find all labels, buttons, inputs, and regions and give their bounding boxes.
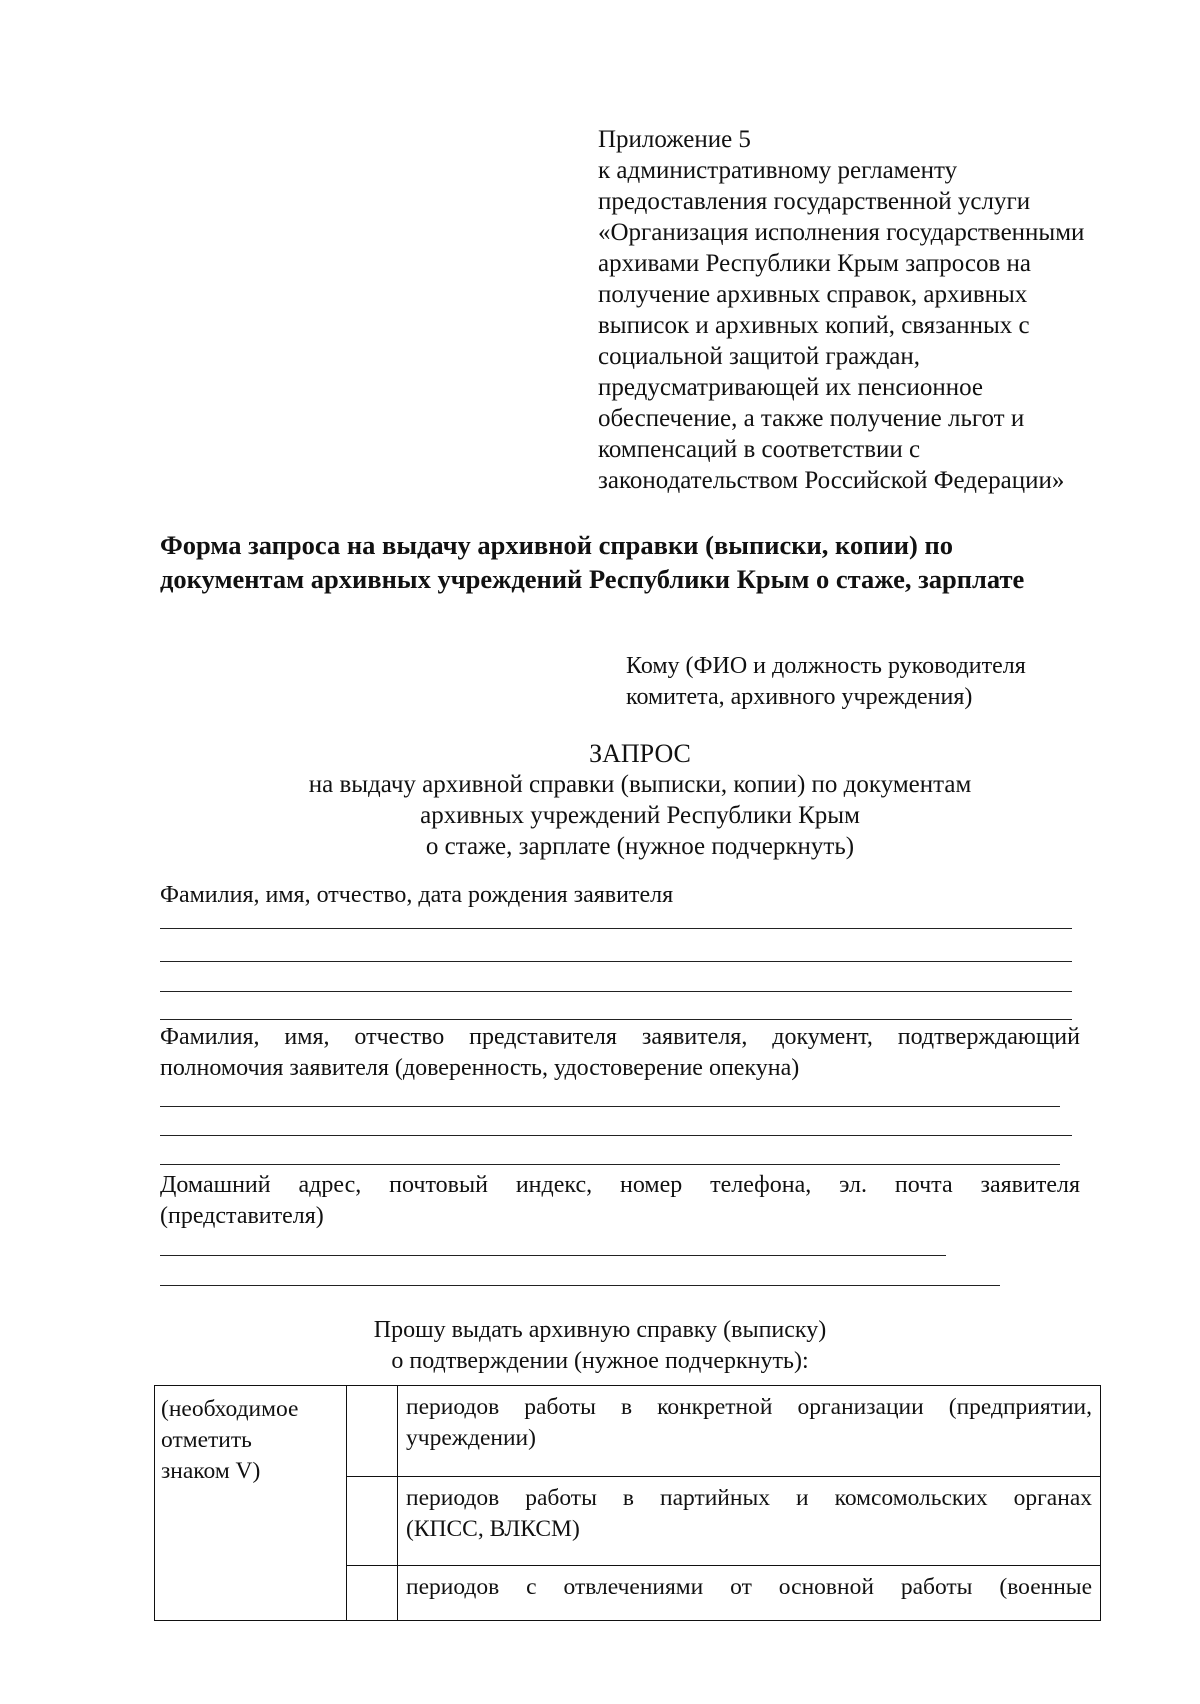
appendix-line: архивами Республики Крым запросов на <box>598 250 1031 277</box>
checkbox-cell-work-periods[interactable] <box>347 1386 398 1477</box>
note-cell <box>155 1386 347 1621</box>
applicant-input-line-3[interactable] <box>160 991 1072 992</box>
request-subtitle-line: архивных учреждений Республики Крым <box>420 802 860 829</box>
checkbox-cell-leave-periods[interactable] <box>347 1566 398 1621</box>
address-label <box>160 1170 1080 1232</box>
appendix-line: получение архивных справок, архивных <box>598 281 1028 308</box>
table-row <box>155 1386 1101 1477</box>
note-line: знаком V) <box>161 1458 261 1484</box>
request-subtitle-line: на выдачу архивной справки (выписки, копии) по документам <box>308 771 972 798</box>
form-heading <box>160 528 1120 596</box>
option-cell <box>398 1566 1101 1621</box>
appendix-line: компенсаций в соответствии с <box>598 436 921 463</box>
applicant-input-line-4[interactable] <box>160 1019 1072 1020</box>
representative-input-line-3[interactable] <box>160 1164 1060 1165</box>
appendix-line: законодательством Российской Федерации» <box>598 467 1065 494</box>
form-heading-line: документам архивных учреждений Республики Крым о стаже, зарплате <box>160 564 1025 594</box>
applicant-input-line-1[interactable] <box>160 928 1072 929</box>
request-title: ЗАПРОС <box>589 739 691 768</box>
representative-input-line-2[interactable] <box>160 1135 1072 1136</box>
address-input-line-1[interactable] <box>160 1255 946 1256</box>
appendix-line: Приложение 5 <box>598 126 751 153</box>
appendix-block <box>598 124 1158 496</box>
note-line: (необходимое <box>161 1396 299 1422</box>
option-text-line: (КПСС, ВЛКСМ) <box>406 1516 580 1542</box>
option-text-line: периодов работы в конкретной организации (предприятии, <box>406 1394 1092 1420</box>
appendix-line: «Организация исполнения государственными <box>598 219 1085 246</box>
appendix-line: социальной защитой граждан, <box>598 343 920 370</box>
to-whom-block <box>626 651 1126 713</box>
please-issue-line: Прошу выдать архивную справку (выписку) <box>373 1317 827 1343</box>
option-cell <box>398 1477 1101 1566</box>
appendix-line: предоставления государственной услуги <box>598 188 1031 215</box>
confirmation-options-table <box>154 1385 1101 1621</box>
request-subtitle-line: о стаже, зарплате (нужное подчеркнуть) <box>425 833 855 860</box>
representative-label <box>160 1022 1080 1084</box>
address-label-line: (представителя) <box>160 1203 324 1229</box>
please-issue-block <box>160 1315 1040 1377</box>
please-issue-line: о подтверждении (нужное подчеркнуть): <box>391 1348 809 1374</box>
note-line: отметить <box>161 1427 252 1453</box>
to-whom-line: Кому (ФИО и должность руководителя <box>626 653 1026 679</box>
representative-label-line: полномочия заявителя (доверенность, удостоверение опекуна) <box>160 1055 800 1081</box>
option-cell <box>398 1386 1101 1477</box>
representative-label-line: Фамилия, имя, отчество представителя заявителя, документ, подтверждающий <box>160 1024 1080 1050</box>
applicant-label: Фамилия, имя, отчество, дата рождения заявителя <box>160 882 674 908</box>
checkbox-cell-party-work[interactable] <box>347 1477 398 1566</box>
address-input-line-2[interactable] <box>160 1285 1000 1286</box>
appendix-line: выписок и архивных копий, связанных с <box>598 312 1030 339</box>
applicant-input-line-2[interactable] <box>160 961 1072 962</box>
representative-input-line-1[interactable] <box>160 1106 1060 1107</box>
option-text-line: периодов с отвлечениями от основной работы (военные <box>406 1574 1092 1600</box>
option-text-line: учреждении) <box>406 1425 536 1451</box>
to-whom-line: комитета, архивного учреждения) <box>626 684 973 710</box>
appendix-line: к административному регламенту <box>598 157 958 184</box>
request-title-block <box>160 738 1120 862</box>
address-label-line: Домашний адрес, почтовый индекс, номер телефона, эл. почта заявителя <box>160 1172 1080 1198</box>
appendix-line: обеспечение, а также получение льгот и <box>598 405 1025 432</box>
form-heading-line: Форма запроса на выдачу архивной справки (выписки, копии) по <box>160 530 953 560</box>
appendix-line: предусматривающей их пенсионное <box>598 374 984 401</box>
option-text-line: периодов работы в партийных и комсомольских органах <box>406 1485 1092 1511</box>
